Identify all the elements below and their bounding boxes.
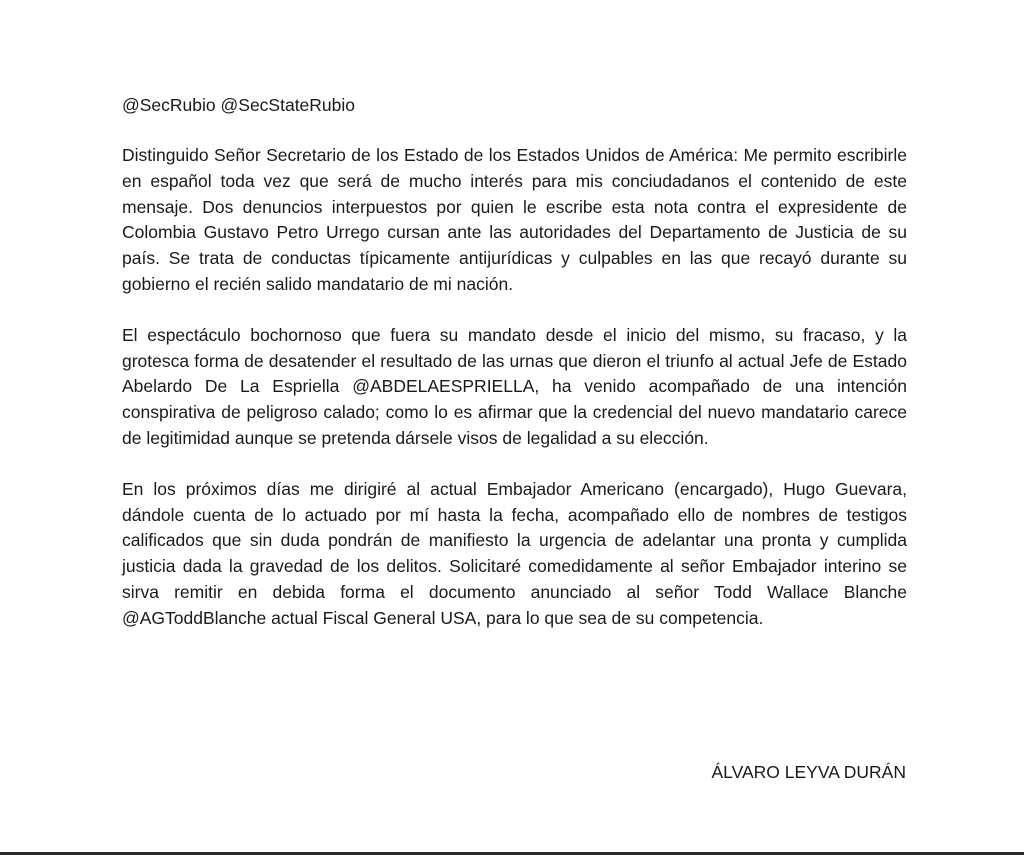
paragraph-mandate: El espectáculo bochornoso que fuera su mandato desde el inicio del mismo, su fracaso, y la grotesca forma de desatender el resultado de las urnas que dieron el triunfo al actual Jefe de Estado Abelardo De La Espriella @ABDELAESPRIELLA, ha venido acompañado de una intención conspirativa de peligroso calado; como lo es afirmar que la credencial del nuevo mandatario carece de legitimidad aunque se pretenda dársele visos de legalidad a su elección. bbox=[122, 324, 907, 448]
signature: ÁLVARO LEYVA DURÁN bbox=[711, 762, 906, 782]
paragraph-ambassador: En los próximos días me dirigiré al actual Embajador Americano (encargado), Hugo Guevara, dándole cuenta de lo actuado por mí hasta la fecha, acompañado ello de nombres de testigos calificados que sin duda pondrán de manifiesto la urgencia de adelantar una pronta y cumplida justicia dada la gravedad de los delitos. Solicitaré comedidamente al señor Embajador interino se sirva remitir en debida forma el documento anunciado al señor Todd Wallace Blanche @AGToddBlanche actual Fiscal General USA, para lo que sea de su competencia. bbox=[122, 478, 907, 628]
letter-body bbox=[122, 93, 907, 657]
paragraph-intro: Distinguido Señor Secretario de los Estado de los Estados Unidos de América: Me permito escribirle en español toda vez que será de mucho interés para mis conciudadanos el contenido de este mensaje. Dos denuncios interpuestos por quien le escribe esta nota contra el expresidente de Colombia Gustavo Petro Urrego cursan ante las autoridades del Departamento de Justicia de su país. Se trata de conductas típicamente antijurídicas y culpables en las que recayó durante su gobierno el recién salido mandatario de mi nación. bbox=[122, 145, 907, 294]
mentions-line: @SecRubio @SecStateRubio bbox=[122, 95, 356, 115]
